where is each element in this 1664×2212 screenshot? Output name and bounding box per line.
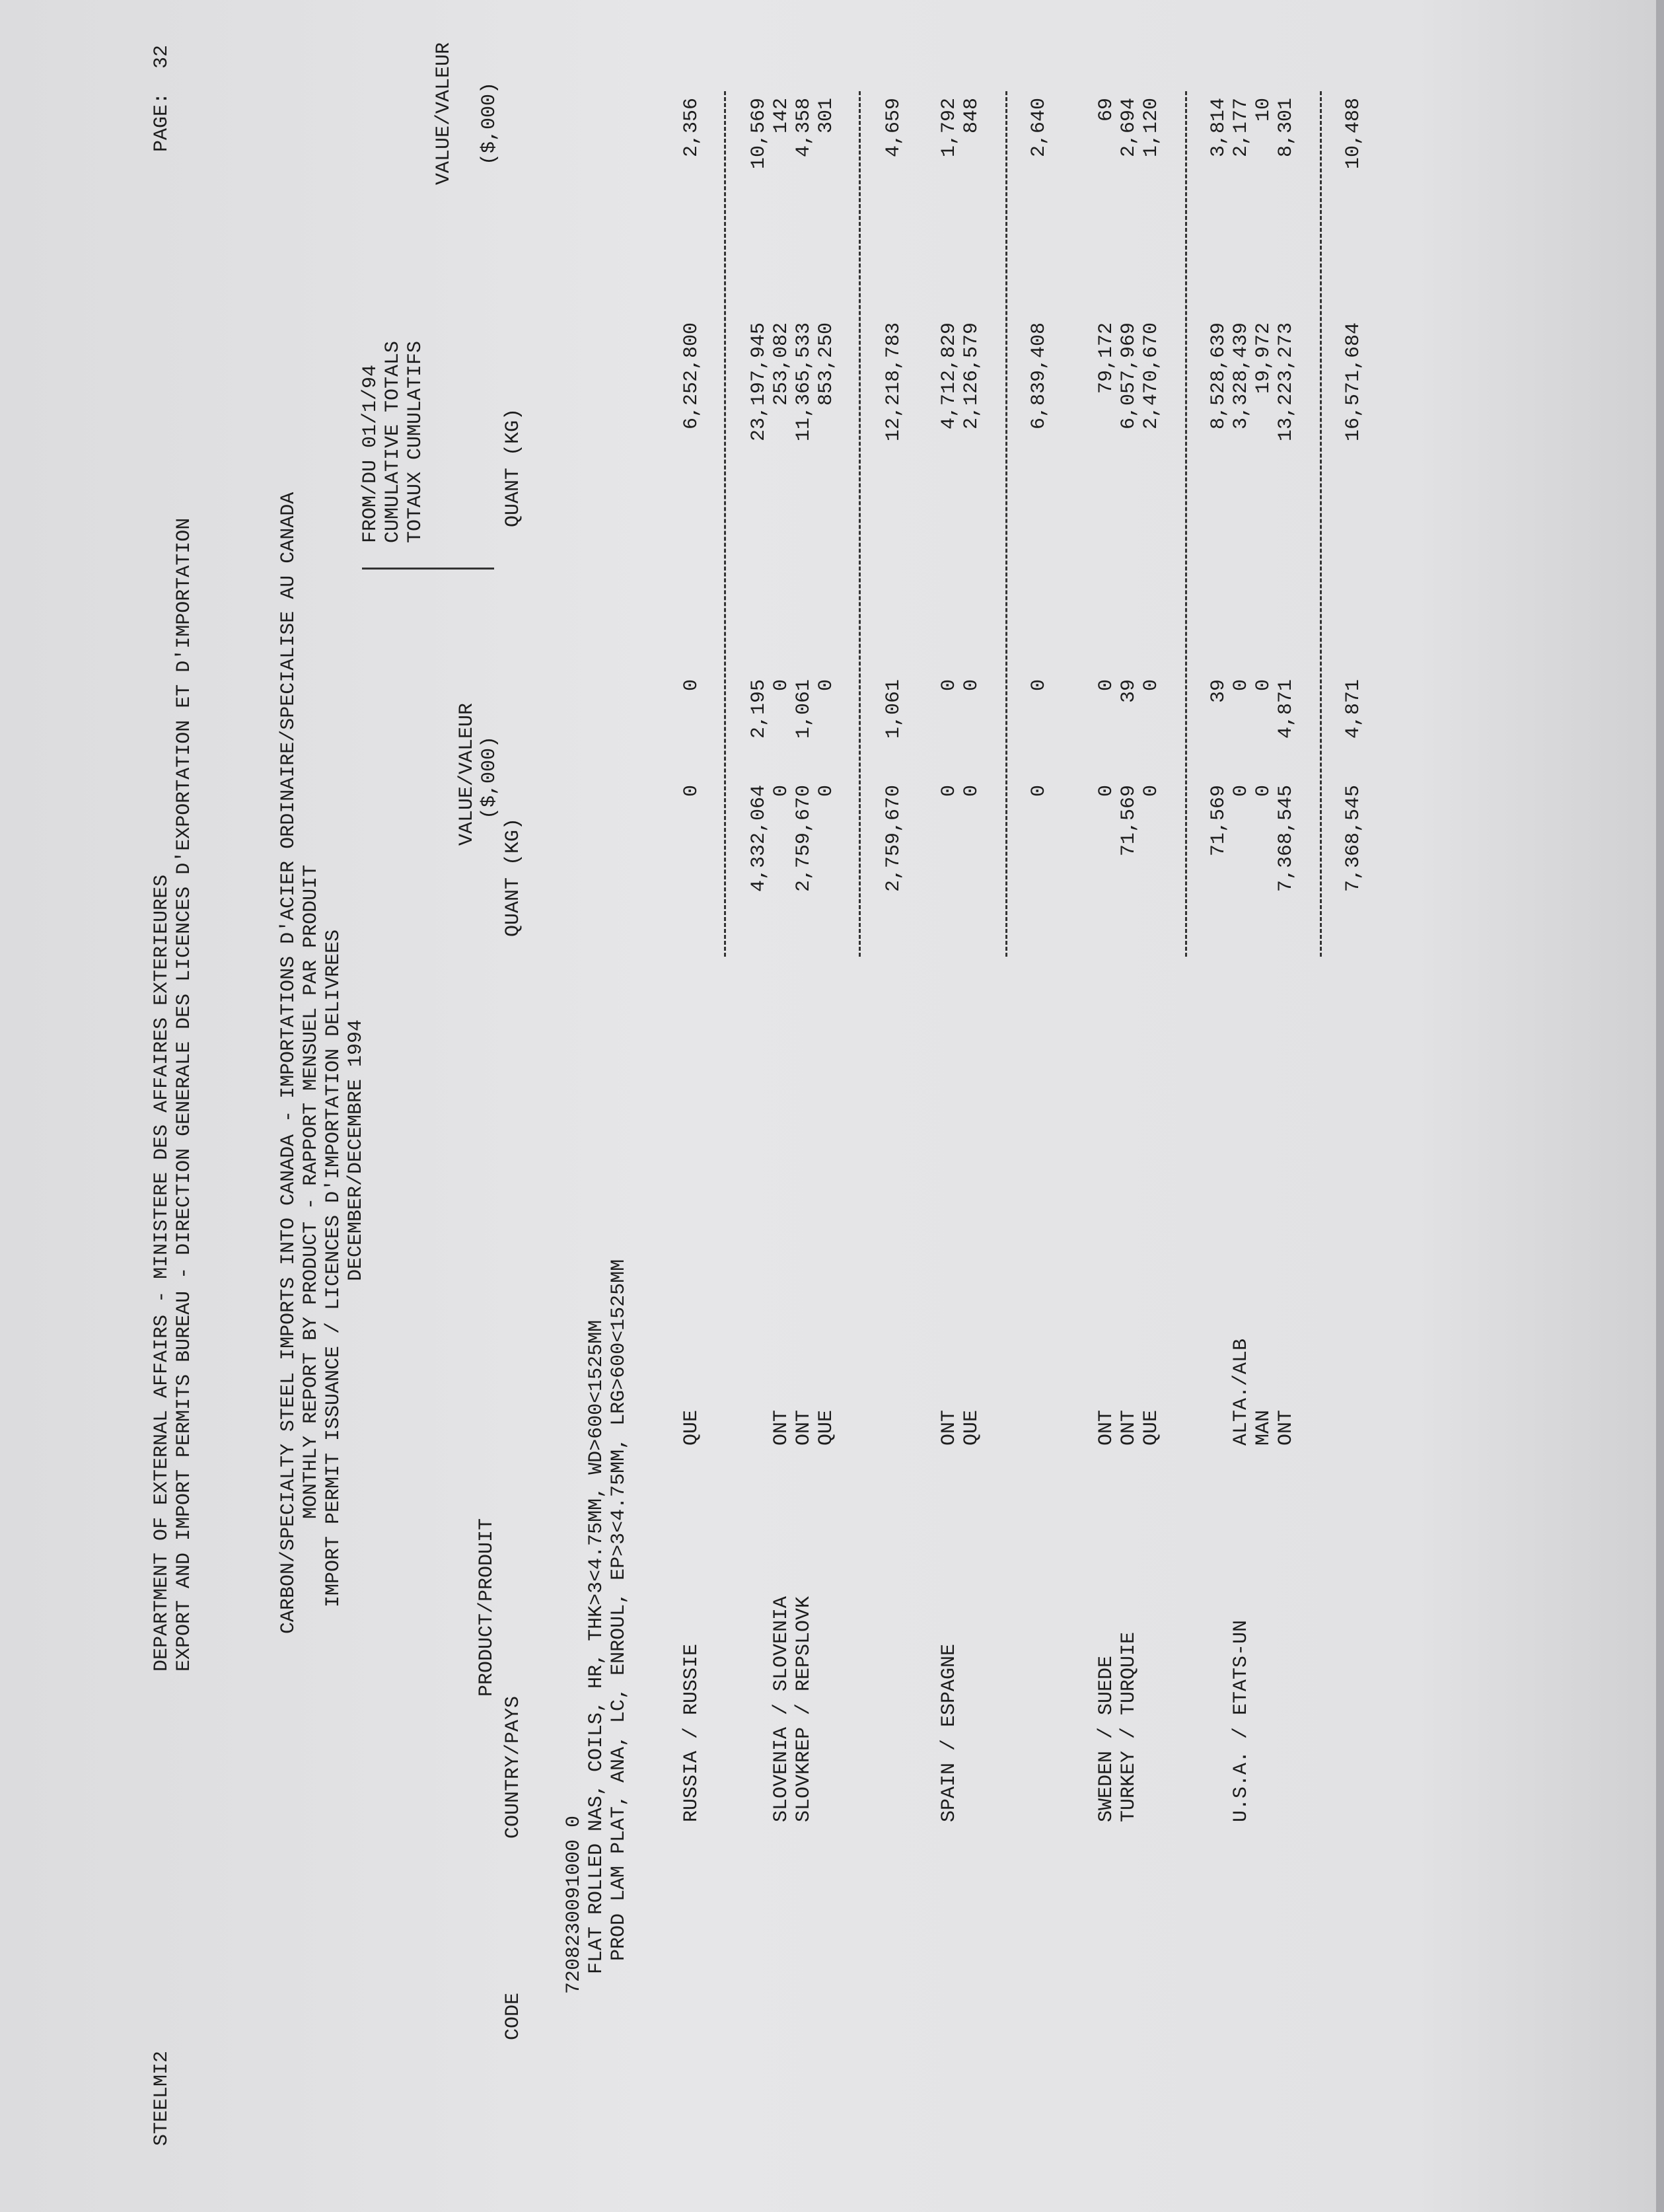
product-desc-fr: PROD LAM PLAT, ANA, LC, ENROUL, EP>3<4.75MM, LRG>600<1525MM [608,1259,630,1961]
monthly-quant: 0 [1252,785,1275,797]
subtotal-rule [1005,91,1007,957]
province: ONT [1095,1409,1118,1446]
cumulative-value: 848 [960,98,983,134]
monthly-quant: 2,759,670 [793,785,815,893]
cumulative-quant: 3,328,439 [1230,322,1252,430]
cumulative-quant: 2,470,670 [1140,322,1163,430]
monthly-quant: 71,569 [1118,785,1140,857]
subtotal-cumulative-quant: 23,197,945 [748,322,770,442]
report-subtitle: MONTHLY REPORT BY PRODUCT - RAPPORT MENSUEL PAR PRODUIT [300,864,322,1519]
cumulative-quant: 2,126,579 [960,322,983,430]
quant-header-cumulative: QUANT (KG) [502,408,525,527]
province: MAN [1252,1409,1275,1446]
report-permits: IMPORT PERMIT ISSUANCE / LICENCES D'IMPORTATION DELIVREES [322,929,345,1607]
country-slovenia: SLOVENIA / SLOVENIA [770,1596,793,1822]
country-header: COUNTRY/PAYS [502,1695,525,1839]
subtotal-cumulative-value: 4,659 [883,98,905,158]
cumulative-quant: 4,712,829 [938,322,960,430]
product-header: PRODUCT/PRODUIT [476,1518,498,1697]
cumulative-value: 2,177 [1230,98,1252,158]
country-russia: RUSSIA / RUSSIE [680,1643,703,1822]
monthly-value: 0 [1252,679,1275,692]
cumulative-value: 8,301 [1275,98,1297,158]
monthly-value: 0 [770,679,793,692]
subtotal-monthly-value: 0 [1028,679,1050,692]
code-header: CODE [502,1992,525,2040]
cumulative-value: 1,120 [1140,98,1163,158]
department-line: DEPARTMENT OF EXTERNAL AFFAIRS - MINISTERE DES AFFAIRES EXTERIEURES [151,874,173,1672]
subtotal-cumulative-quant: 6,839,408 [1028,322,1050,430]
value-unit-cumulative: ($,000) [478,81,501,165]
subtotal-monthly-value: 4,871 [1342,679,1365,739]
scan-edge [1656,0,1664,2212]
quant-header-monthly: QUANT (KG) [502,817,525,937]
report-id: STEELMI2 [151,2050,173,2146]
subtotal-monthly-value: 39 [1208,679,1230,704]
cumulative-value: 2,694 [1118,98,1140,158]
monthly-value: 0 [815,679,838,692]
page-number: PAGE: 32 [151,44,173,152]
value-unit-monthly: ($,000) [478,735,501,819]
cumulative-totals-fr: TOTAUX CUMULATIFS [404,340,427,543]
from-date: FROM/DU 01/1/94 [359,364,382,543]
monthly-value: 0 [1230,679,1252,692]
subtotal-cumulative-value: 10,488 [1342,98,1365,170]
country-spain: SPAIN / ESPAGNE [938,1643,960,1822]
cumulative-quant: 253,082 [770,322,793,406]
cumulative-value: 2,356 [680,98,703,158]
subtotal-rule [724,91,726,957]
monthly-value: 0 [1095,679,1118,692]
report-title: CARBON/SPECIALTY STEEL IMPORTS INTO CANADA - IMPORTATIONS D'ACIER ORDINAIRE/SPECIALISE AU CANADA [277,492,300,1634]
monthly-quant: 0 [1140,785,1163,797]
cumulative-quant: 6,252,800 [680,322,703,430]
province: ALTA./ALB [1230,1338,1252,1446]
product-code: 7208230091000 0 [563,1815,585,1994]
subtotal-cumulative-quant: 16,571,684 [1342,322,1365,442]
value-header-monthly: VALUE/VALEUR [456,702,478,846]
monthly-quant: 0 [1230,785,1252,797]
cumulative-quant: 13,223,273 [1275,322,1297,442]
cumulative-quant: 79,172 [1095,322,1118,394]
province: QUE [815,1409,838,1446]
cumulative-value: 10 [1252,98,1275,122]
value-header-cumulative: VALUE/VALEUR [433,42,455,185]
cumulative-value: 69 [1095,98,1118,122]
monthly-quant: 0 [1095,785,1118,797]
monthly-quant: 0 [938,785,960,797]
province: ONT [1118,1409,1140,1446]
cumulative-value: 1,792 [938,98,960,158]
province: ONT [793,1409,815,1446]
subtotal-monthly-value: 1,061 [883,679,905,739]
subtotal-monthly-quant: 2,759,670 [883,785,905,893]
monthly-quant: 0 [770,785,793,797]
cumulative-quant: 6,057,969 [1118,322,1140,430]
monthly-quant: 7,368,545 [1275,785,1297,893]
cumulative-totals: CUMULATIVE TOTALS [382,340,404,543]
subtotal-cumulative-quant: 12,218,783 [883,322,905,442]
province: ONT [938,1409,960,1446]
subtotal-rule [859,91,861,957]
monthly-value: 4,871 [1275,679,1297,739]
country-sweden: SWEDEN / SUEDE [1095,1655,1118,1822]
monthly-quant: 0 [960,785,983,797]
monthly-value: 39 [1118,679,1140,704]
cumulative-value: 142 [770,98,793,134]
monthly-value: 0 [938,679,960,692]
product-desc-en: FLAT ROLLED NAS, COILS, HR, THK>3<4.75MM, WD>600<1525MM [585,1319,608,1974]
column-separator [362,568,494,570]
monthly-quant: 0 [680,785,703,797]
cumulative-value: 301 [815,98,838,134]
subtotal-rule [1320,91,1322,957]
monthly-value: 0 [680,679,703,692]
country-usa: U.S.A. / ETATS-UN [1230,1619,1252,1822]
province: QUE [1140,1409,1163,1446]
monthly-value: 0 [1140,679,1163,692]
cumulative-quant: 19,972 [1252,322,1275,394]
province: QUE [960,1409,983,1446]
province: QUE [680,1409,703,1446]
country-slovkrep: SLOVKREP / REPSLOVK [793,1596,815,1822]
subtotal-monthly-quant: 4,332,064 [748,785,770,893]
country-turkey: TURKEY / TURQUIE [1118,1631,1140,1822]
subtotal-cumulative-value: 3,814 [1208,98,1230,158]
monthly-value: 0 [960,679,983,692]
report-period: DECEMBER/DECEMBRE 1994 [345,1019,367,1281]
cumulative-quant: 853,250 [815,322,838,406]
cumulative-value: 4,358 [793,98,815,158]
subtotal-monthly-quant: 71,569 [1208,785,1230,857]
subtotal-cumulative-value: 10,569 [748,98,770,170]
subtotal-cumulative-value: 2,640 [1028,98,1050,158]
province: ONT [1275,1409,1297,1446]
subtotal-monthly-quant: 7,368,545 [1342,785,1365,893]
cumulative-quant: 11,365,533 [793,322,815,442]
subtotal-rule [1185,91,1187,957]
bureau-line: EXPORT AND IMPORT PERMITS BUREAU - DIRECTION GENERALE DES LICENCES D'EXPORTATION ET D'IMPORTATION [173,517,196,1672]
subtotal-monthly-value: 2,195 [748,679,770,739]
subtotal-cumulative-quant: 8,528,639 [1208,322,1230,430]
monthly-quant: 0 [815,785,838,797]
province: ONT [770,1409,793,1446]
monthly-value: 1,061 [793,679,815,739]
subtotal-monthly-quant: 0 [1028,785,1050,797]
